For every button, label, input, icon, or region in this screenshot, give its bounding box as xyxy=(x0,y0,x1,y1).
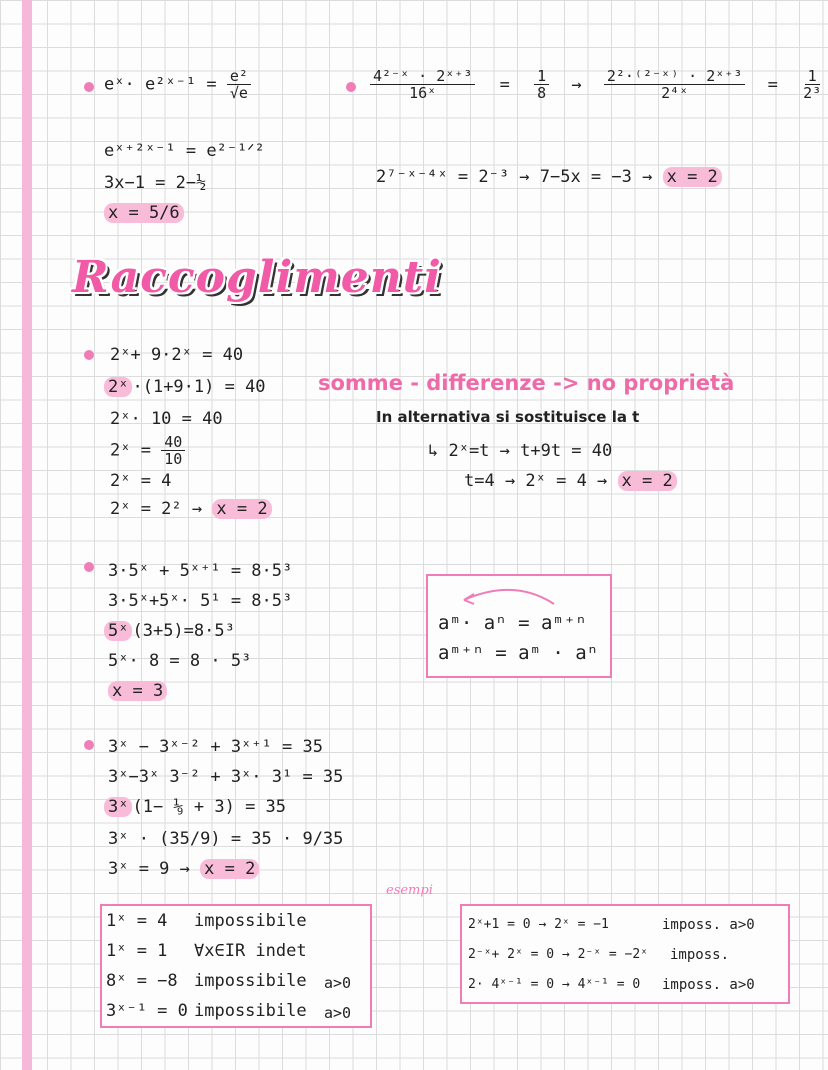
note-heading: somme - differenze -> no proprietà xyxy=(318,371,735,395)
esempi-label: esempi xyxy=(386,883,433,898)
ex2-rhs-fraction: $\frac{1}{8}$ xyxy=(534,68,549,101)
rule-line2: aᵐ⁺ⁿ = aᵐ · aⁿ xyxy=(438,642,599,664)
ex3-line6: 2ˣ = 2² → x = 2 xyxy=(110,498,272,520)
bullet xyxy=(84,350,94,360)
bullet xyxy=(84,82,94,92)
ex4-line3: 5ˣ (3+5)=8·5³ xyxy=(104,620,235,642)
right-row-2-text: imposs. xyxy=(670,947,730,963)
ex5-line3: 3ˣ (1− ⅑ + 3) = 35 xyxy=(104,796,286,818)
rule-arrow xyxy=(444,578,584,608)
ex1-line1: eˣ· e²ˣ⁻¹ = $\frac{\text{e²}}{√e}$ xyxy=(104,68,251,101)
rule-box xyxy=(426,574,612,678)
right-row-1-eq: 2ˣ+1 = 0 → 2ˣ = −1 xyxy=(468,917,609,932)
examples-box-left xyxy=(100,904,372,1028)
margin-line xyxy=(22,0,32,1070)
ex4-line1: 3·5ˣ + 5ˣ⁺¹ = 8·5³ xyxy=(108,561,293,581)
ex5-line2: 3ˣ−3ˣ 3⁻² + 3ˣ· 3¹ = 35 xyxy=(108,767,344,787)
ex3-line4: 2ˣ = $\frac{40}{10}$ xyxy=(110,434,185,467)
ex2-line2: 2⁷⁻ˣ⁻⁴ˣ = 2⁻³ → 7−5x = −3 → x = 2 xyxy=(376,166,722,188)
ex1-fraction: $\frac{\text{e²}}{√e}$ xyxy=(227,68,251,101)
right-row-2-eq: 2⁻ˣ+ 2ˣ = 0 → 2⁻ˣ = −2ˣ xyxy=(468,947,649,962)
left-row-1-eq: 1ˣ = 4 xyxy=(106,911,168,931)
rule-line1: aᵐ· aⁿ = aᵐ⁺ⁿ xyxy=(438,612,587,634)
bullet xyxy=(84,740,94,750)
left-row-3-text: impossibile xyxy=(194,971,307,991)
left-row-3-cond: a>0 xyxy=(324,974,352,992)
ex2-lhs-fraction: $\frac{\text{4²⁻ˣ · 2ˣ⁺³}}{\text{16ˣ}}$ xyxy=(370,68,475,101)
ex4-line2: 3·5ˣ+5ˣ· 5¹ = 8·5³ xyxy=(108,591,293,611)
ex2-right-fraction: $\frac{1}{\text{2³}}$ xyxy=(803,67,822,102)
ex5-line4: 3ˣ · (35/9) = 35 · 9/35 xyxy=(108,829,344,849)
ex2-mid-fraction: $\frac{\text{2²·⁽²⁻ˣ⁾ · 2ˣ⁺³}}{\text{2⁴ˣ}}$ xyxy=(604,68,745,101)
left-row-2-text: ∀x∈IR indet xyxy=(194,941,307,961)
ex4-result: x = 3 xyxy=(108,680,167,702)
ex3-line5: 2ˣ = 4 xyxy=(110,471,172,491)
ex4-line4: 5ˣ· 8 = 8 · 5³ xyxy=(108,651,252,671)
ex5-line5: 3ˣ = 9 → x = 2 xyxy=(108,858,259,880)
ex3-fraction: $\frac{40}{10}$ xyxy=(161,434,185,467)
page-title: Raccoglimenti xyxy=(72,252,442,303)
left-row-3-eq: 8ˣ = −8 xyxy=(106,971,178,991)
ex1-result: x = 5/6 xyxy=(104,202,184,224)
ex1-line3: 3x−1 = 2−½ xyxy=(104,173,207,193)
note-line2: t=4 → 2ˣ = 4 → x = 2 xyxy=(464,470,677,492)
examples-box-right xyxy=(460,904,790,1004)
note-subheading: In alternativa si sostituisce la t xyxy=(376,408,640,426)
ex3-line2: 2ˣ ·(1+9·1) = 40 xyxy=(104,376,266,398)
right-row-1-text: imposs. a>0 xyxy=(662,917,755,933)
ex3-line3: 2ˣ· 10 = 40 xyxy=(110,409,223,429)
bullet xyxy=(84,562,94,572)
left-row-4-text: impossibile xyxy=(194,1001,307,1021)
right-row-3-text: imposs. a>0 xyxy=(662,977,755,993)
ex5-line1: 3ˣ − 3ˣ⁻² + 3ˣ⁺¹ = 35 xyxy=(108,737,323,757)
note-line1: ↳ 2ˣ=t → t+9t = 40 xyxy=(428,441,613,461)
right-row-3-eq: 2· 4ˣ⁻¹ = 0 → 4ˣ⁻¹ = 0 xyxy=(468,977,641,992)
left-row-4-eq: 3ˣ⁻¹ = 0 xyxy=(106,1001,188,1021)
ex2-line1: $\frac{\text{4²⁻ˣ · 2ˣ⁺³}}{\text{16ˣ}}$ = $\frac{1}{8}$ → $\frac{\text{2²·⁽²⁻ˣ⁾ · 2ˣ⁺³}}{\text{2⁴ˣ}}$ = $\frac{1}{\text{2³}}$ xyxy=(370,68,824,101)
ex1-line2: eˣ⁺²ˣ⁻¹ = e²⁻¹ᐟ² xyxy=(104,141,265,161)
left-row-1-text: impossibile xyxy=(194,911,307,931)
ex3-line1: 2ˣ+ 9·2ˣ = 40 xyxy=(110,345,244,365)
bullet xyxy=(346,82,356,92)
left-row-4-cond: a>0 xyxy=(324,1004,352,1022)
left-row-2-eq: 1ˣ = 1 xyxy=(106,941,168,961)
